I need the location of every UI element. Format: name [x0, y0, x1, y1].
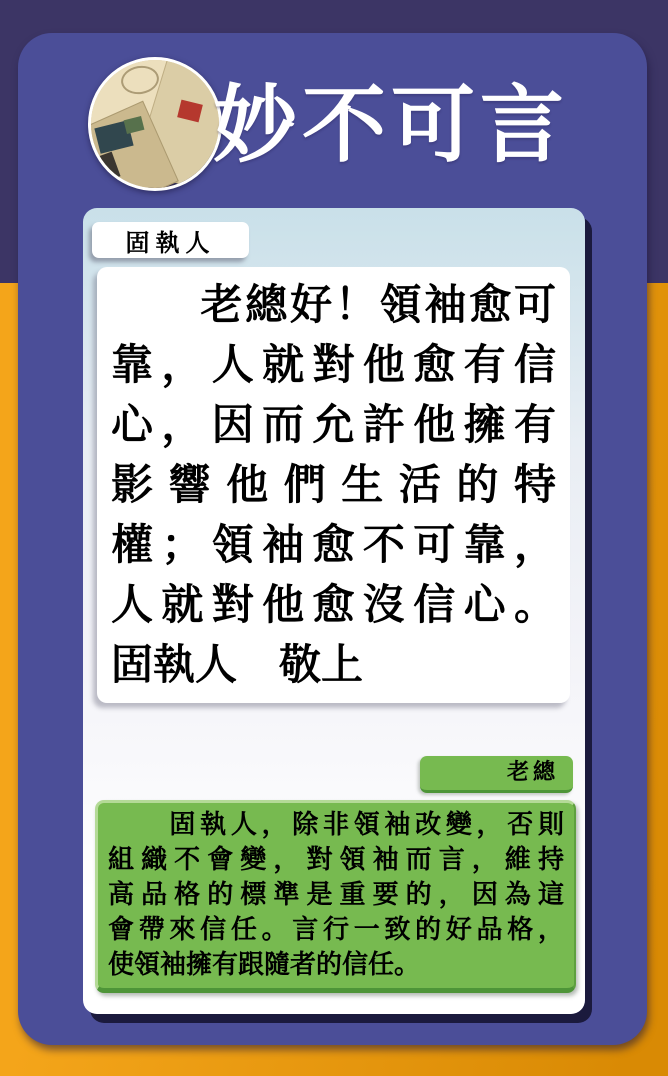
- message-line: 會帶來信任。言行一致的好品格，: [108, 915, 564, 945]
- message-line: 固執人，除非領袖改變，否則: [108, 810, 564, 840]
- receiver-badge-label: 老總: [506, 760, 559, 785]
- sender-badge: 固執人: [92, 222, 249, 258]
- message-line: 高品格的標準是重要的，因為這: [108, 880, 564, 910]
- receiver-badge: [420, 756, 573, 793]
- chat-panel: [83, 208, 585, 1014]
- avatar: [88, 57, 222, 191]
- message-line: 權；領袖愈不可靠，: [111, 520, 556, 569]
- message-line: 人就對他愈沒信心。: [111, 580, 556, 629]
- message-line: 影響他們生活的特: [111, 460, 556, 509]
- message-line: 靠，人就對他愈有信: [111, 340, 556, 389]
- message-line: 心，因而允許他擁有: [111, 400, 556, 449]
- sender-message-bubble: [97, 267, 570, 703]
- main-card: [18, 33, 647, 1045]
- receiver-message-bubble: [95, 800, 576, 993]
- message-line: 組織不會變，對領袖而言，維持: [108, 845, 564, 875]
- page-title: 妙不可言: [213, 75, 570, 174]
- message-line: 使領袖擁有跟隨者的信任。: [108, 950, 421, 980]
- message-signature: 固執人 敬上: [111, 640, 364, 689]
- message-line: 老總好！領袖愈可: [111, 280, 556, 329]
